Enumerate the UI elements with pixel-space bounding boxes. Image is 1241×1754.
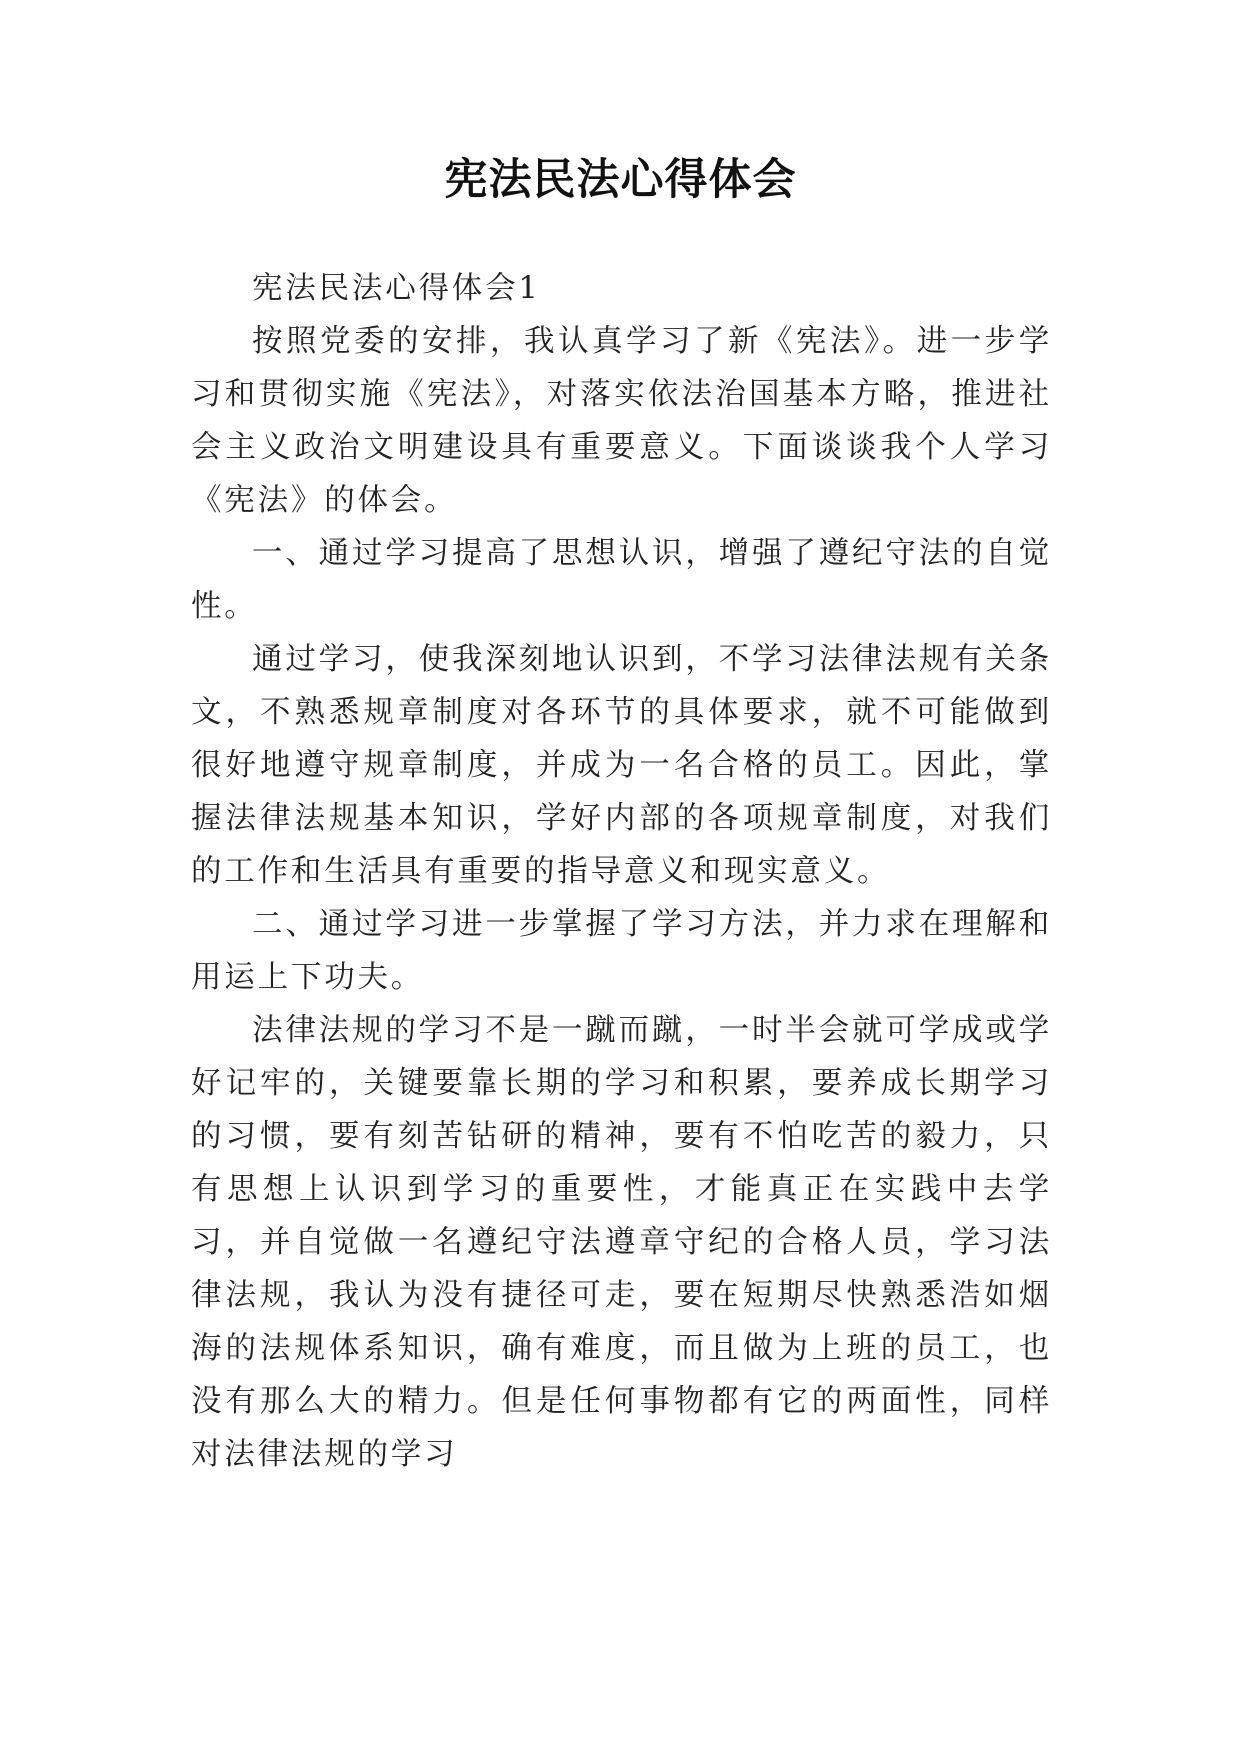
paragraph: 通过学习，使我深刻地认识到，不学习法律法规有关条文，不熟悉规章制度对各环节的具体要求，就不可能做到很好地遵守规章制度，并成为一名合格的员工。因此，掌握法律法规基本知识，学好内部的各项规章制度，对我们的工作和生活具有重要的指导意义和现实意义。 <box>191 642 1052 889</box>
point-one-heading: 一、通过学习提高了思想认识，增强了遵纪守法的自觉性。 <box>191 536 1052 624</box>
section-heading: 宪法民法心得体会1 <box>252 271 541 306</box>
document-title: 宪法民法心得体会 <box>444 155 797 205</box>
point-two-heading: 二、通过学习进一步掌握了学习方法，并力求在理解和用运上下功夫。 <box>191 907 1052 995</box>
paragraph: 法律法规的学习不是一蹴而蹴，一时半会就可学成或学好记牢的，关键要靠长期的学习和积累，要养成长期学习的习惯，要有刻苦钻研的精神，要有不怕吃苦的毅力，只有思想上认识到学习的重要性，才能真正在实践中去学习，并自觉做一名遵纪守法遵章守纪的合格人员，学习法律法规，我认为没有捷径可走，要在短期尽快熟悉浩如烟海的法规体系知识，确有难度，而且做为上班的员工，也没有那么大的精力。但是任何事物都有它的两面性，同样对法律法规的学习 <box>191 1013 1052 1472</box>
paragraph: 按照党委的安排，我认真学习了新《宪法》。进一步学习和贯彻实施《宪法》，对落实依法治国基本方略，推进社会主义政治文明建设具有重要意义。下面谈谈我个人学习《宪法》的体会。 <box>191 324 1052 518</box>
document-body <box>191 262 1052 1481</box>
